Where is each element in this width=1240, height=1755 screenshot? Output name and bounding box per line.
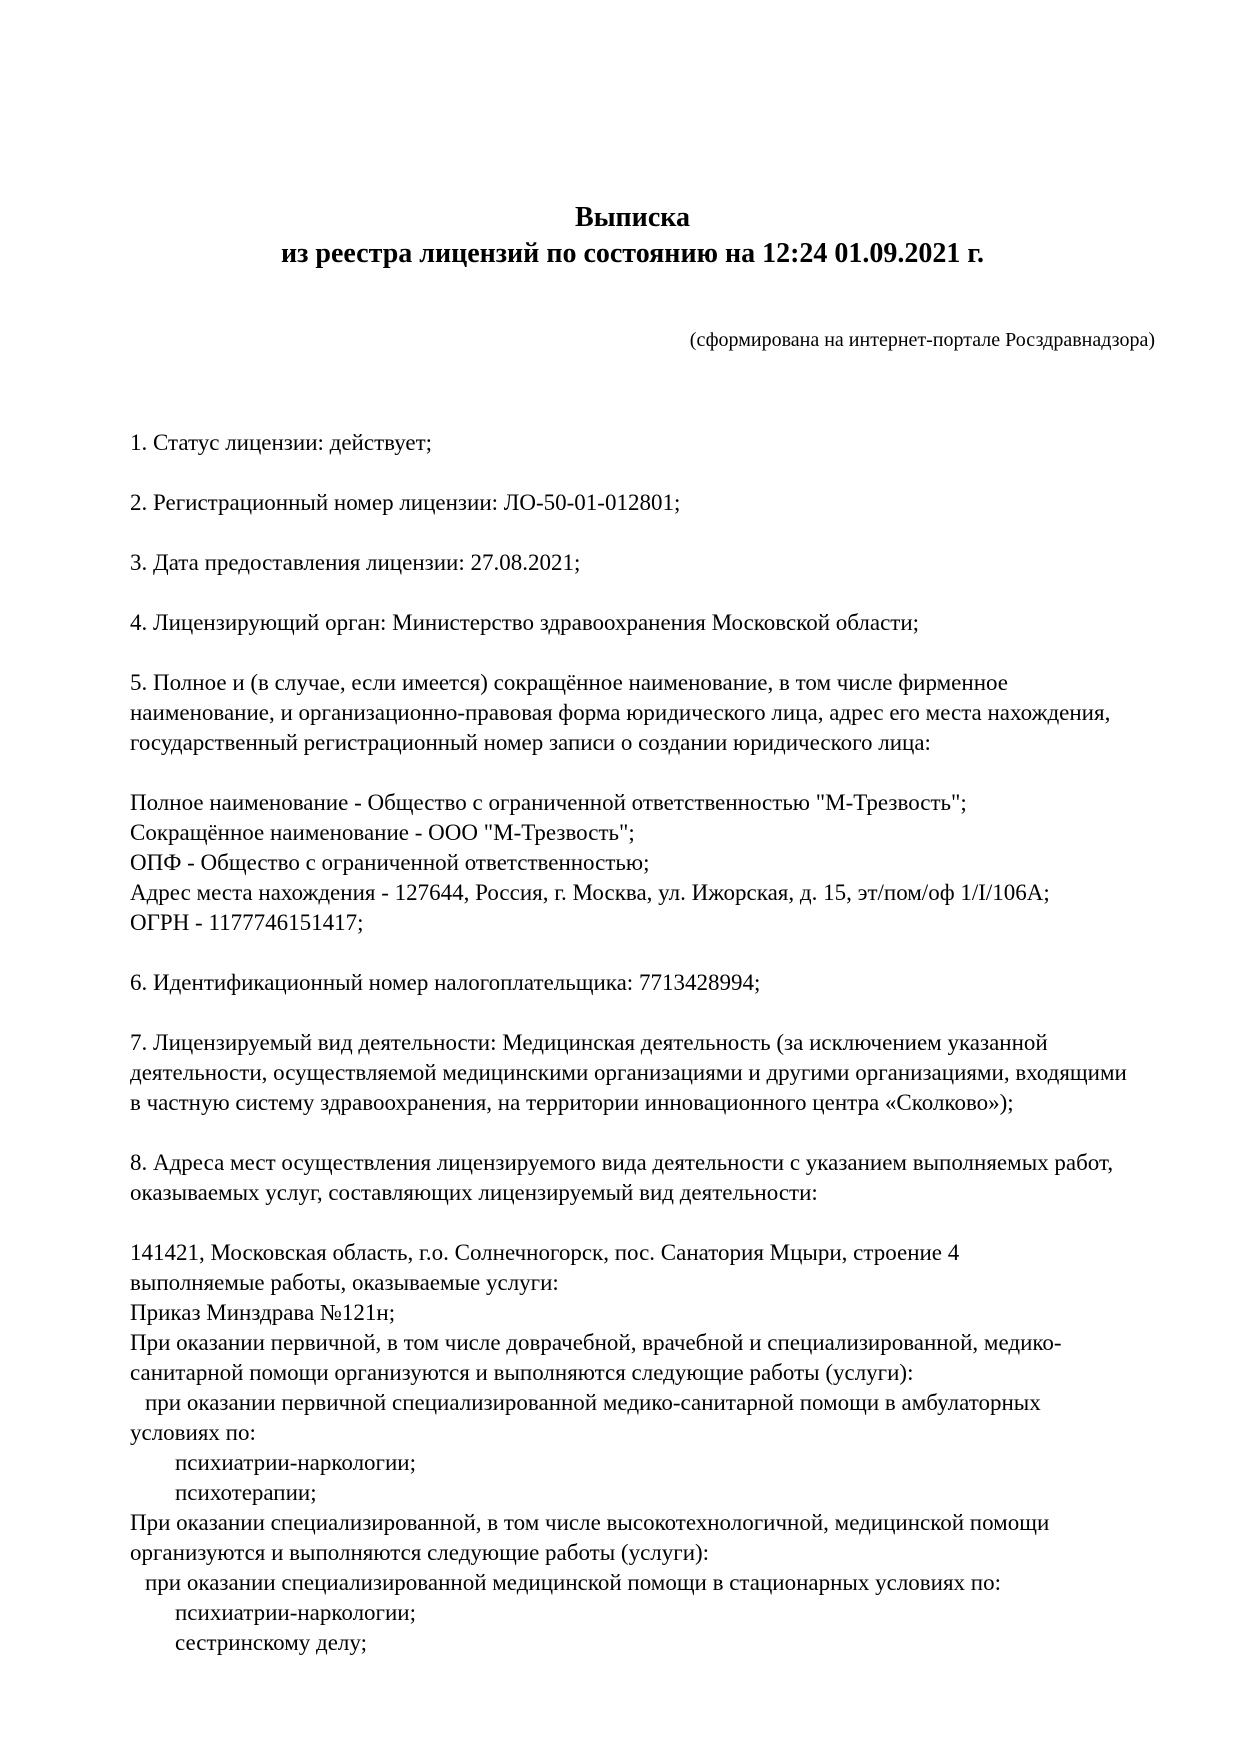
- addresses-intro-paragraph: 8. Адреса мест осуществления лицензируемого вида деятельности с указанием выполняемых работ, оказываемых услуг, составляющих лицензируемый вид деятельности:: [130, 1150, 1114, 1205]
- legal-form-line: ОПФ - Общество с ограниченной ответственностью;: [130, 850, 650, 875]
- activity-type-paragraph: 7. Лицензируемый вид деятельности: Медицинская деятельность (за исключением указанной деятельности, осуществляемой медицинскими организациями и другими организациями, входящими в частную систему здравоохранения, на территории инновационного центра «Сколково»);: [130, 1030, 1127, 1115]
- work-address-line: 141421, Московская область, г.о. Солнечногорск, пос. Санатория Мцыри, строение 4: [130, 1240, 960, 1265]
- document-content: [130, 200, 1155, 1658]
- works-heading-line: выполняемые работы, оказываемые услуги:: [130, 1270, 559, 1295]
- title-line-2: из реестра лицензий по состоянию на 12:24 01.09.2021 г.: [281, 238, 984, 269]
- specialized-care-intro-paragraph: При оказании специализированной, в том числе высокотехнологичной, медицинской помощи организуются и выполняются следующие работы (услуги):: [130, 1510, 1050, 1565]
- primary-specialty-line: психотерапии;: [175, 1480, 317, 1505]
- title-line-1: Выписка: [575, 202, 690, 233]
- inpatient-specialty-line: психиатрии-наркологии;: [175, 1600, 416, 1625]
- grant-date-line: 3. Дата предоставления лицензии: 27.08.2021;: [130, 550, 581, 575]
- short-name-line: Сокращённое наименование - ООО "М-Трезвость";: [130, 820, 635, 845]
- licensing-authority-line: 4. Лицензирующий орган: Министерство здравоохранения Московской области;: [130, 610, 920, 635]
- ogrn-line: ОГРН - 1177746151417;: [130, 910, 364, 935]
- inpatient-intro-line: при оказании специализированной медицинской помощи в стационарных условиях по:: [145, 1570, 1001, 1595]
- document-subtitle: (сформирована на интернет-портале Росздравнадзора): [689, 329, 1155, 351]
- organization-intro-paragraph: 5. Полное и (в случае, если имеется) сокращённое наименование, в том числе фирменное наименование, и организационно-правовая форма юридического лица, адрес его места нахождения, государственный регистрационный номер записи о создании юридического лица:: [130, 670, 1111, 755]
- primary-specialty-line: психиатрии-наркологии;: [175, 1450, 416, 1475]
- registration-number-line: 2. Регистрационный номер лицензии: ЛО-50-01-012801;: [130, 490, 681, 515]
- document-body: [130, 354, 1135, 1658]
- ministry-order-line: Приказ Минздрава №121н;: [130, 1300, 396, 1325]
- full-name-line: Полное наименование - Общество с ограниченной ответственностью "М-Трезвость";: [130, 790, 967, 815]
- document-title: [130, 200, 1135, 272]
- primary-care-intro-paragraph: При оказании первичной, в том числе доврачебной, врачебной и специализированной, медико-санитарной помощи организуются и выполняются следующие работы (услуги):: [130, 1330, 1062, 1385]
- license-status-line: 1. Статус лицензии: действует;: [130, 430, 433, 455]
- inpatient-specialty-line: сестринскому делу;: [175, 1630, 367, 1655]
- primary-specialized-intro-paragraph: при оказании первичной специализированной медико-санитарной помощи в амбулаторных условиях по:: [130, 1390, 1041, 1445]
- inn-line: 6. Идентификационный номер налогоплательщика: 7713428994;: [130, 970, 761, 995]
- legal-address-line: Адрес места нахождения - 127644, Россия, г. Москва, ул. Ижорская, д. 15, эт/пом/оф 1/I/106А;: [130, 880, 1050, 905]
